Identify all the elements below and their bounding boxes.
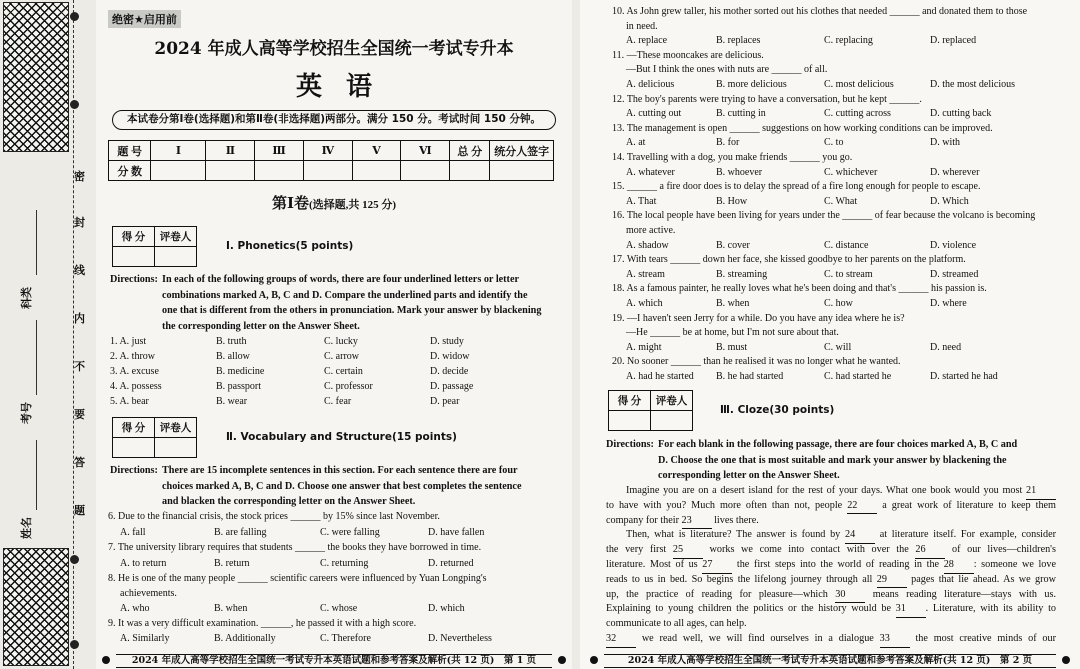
subject-title: 英语 [295, 72, 396, 102]
option[interactable]: A. cutting out [626, 108, 682, 120]
option[interactable]: D. replaced [930, 35, 977, 47]
option[interactable]: D. started he had [930, 371, 998, 382]
footer-ornament [590, 656, 598, 664]
option[interactable]: B. wear [216, 396, 248, 407]
field-line-name[interactable] [36, 440, 37, 510]
option[interactable]: B. cutting in [716, 108, 766, 120]
phonetics-question[interactable]: 4. A. possess [110, 381, 162, 392]
directions-line: There are 15 incomplete sentences in this section. For each sentence there are four [162, 465, 518, 476]
field-label-name: 姓名 [21, 517, 33, 539]
cloze-line: communicate to all ages, can help. [606, 618, 747, 630]
part-one-subtitle: (选择题,共 125 分) [308, 199, 397, 211]
score-table-header: Ⅲ [255, 141, 304, 161]
grader-score-label: 得 分 [609, 391, 651, 411]
option[interactable]: C. certain [324, 366, 363, 377]
directions-label: Directions: [110, 274, 158, 285]
directions-phonetics [162, 272, 562, 334]
option[interactable]: A. which [626, 298, 663, 309]
option[interactable]: B. return [214, 558, 250, 569]
directions-vocabulary [162, 463, 562, 510]
question-stem: 17. With tears ______ down her face, she kissed goodbye to her parents on the platform. [612, 254, 966, 266]
field-line-exam-number[interactable] [36, 320, 37, 395]
option[interactable]: D. wherever [930, 166, 980, 178]
cloze-blank[interactable]: 26 [915, 542, 945, 559]
option[interactable]: A. fall [120, 527, 146, 538]
question-8-continued: achievements. [120, 588, 177, 599]
grader-box [112, 417, 197, 458]
score-cell[interactable] [303, 161, 352, 181]
phonetics-question[interactable]: 3. A. excuse [110, 366, 159, 377]
option[interactable]: C. Therefore [320, 633, 371, 644]
seal-char: 密 [74, 171, 85, 183]
seal-char: 线 [74, 265, 85, 277]
directions-line: corresponding letter on the Answer Sheet. [658, 470, 840, 481]
option[interactable]: B. cover [716, 239, 750, 251]
question-continued: more active. [626, 225, 676, 236]
option[interactable]: C. will [824, 341, 852, 353]
directions-line: D. Choose the one that is most suitable and mark your answer by blackening the [658, 454, 1007, 466]
cloze-blank[interactable]: 24 [845, 527, 875, 544]
score-table-header: Ⅴ [352, 141, 401, 161]
option[interactable]: D. passage [430, 381, 474, 392]
binding-hole-dot [70, 640, 79, 649]
option[interactable]: A. replace [626, 35, 668, 47]
cloze-blank[interactable]: 28 [944, 557, 974, 574]
option[interactable]: D. with [930, 137, 960, 149]
option[interactable]: B. allow [216, 351, 250, 362]
score-table-header: Ⅱ [206, 141, 255, 161]
binding-hole-dot [70, 555, 79, 564]
score-cell[interactable] [490, 161, 554, 181]
seal-char: 答 [74, 457, 85, 469]
option[interactable]: A. at [626, 137, 646, 149]
score-cell[interactable] [151, 161, 206, 181]
score-cell[interactable] [401, 161, 450, 181]
grader-reviewer-cell[interactable] [651, 411, 693, 431]
option[interactable]: C. returning [320, 558, 369, 569]
option[interactable]: D. violence [930, 239, 977, 251]
binding-hole-dot [70, 100, 79, 109]
question-stem: 20. No sooner ______ than he realised it was no longer what he wanted. [612, 356, 901, 368]
cloze-line: Imagine you are on a desert island for the rest of your days. What one book would you most 21 [606, 483, 1056, 500]
exam-notice: 本试卷分第Ⅰ卷(选择题)和第Ⅱ卷(非选择题)两部分。满分 150 分。考试时间 150 分钟。 [112, 110, 556, 130]
cloze-blank[interactable]: 30 [835, 587, 865, 604]
part-one-label: 第Ⅰ卷 [271, 196, 309, 212]
seal-char: 不 [74, 361, 85, 373]
option[interactable]: A. had he started [626, 371, 694, 382]
question-stem: 14. Travelling with a dog, you make friends ______ you go. [612, 152, 853, 163]
option[interactable]: C. to [824, 137, 844, 149]
option[interactable]: B. whoever [716, 166, 763, 178]
directions-line: and blacken the corresponding letter on the Answer Sheet. [162, 496, 416, 507]
grader-score-label: 得 分 [113, 418, 155, 438]
option[interactable]: D. Which [930, 195, 969, 207]
grader-reviewer-cell[interactable] [155, 247, 197, 267]
question-stem: 19. —I haven't seen Jerry for a while. Do you have any idea where he is? [612, 312, 905, 324]
directions-label: Directions: [606, 439, 654, 450]
question-stem: 10. As John grew taller, his mother sorted out his clothes that needed ______ and donated them to those [612, 6, 1028, 17]
option[interactable]: A. shadow [626, 239, 669, 251]
option[interactable]: D. where [930, 298, 967, 309]
option[interactable]: C. to stream [824, 268, 873, 280]
option[interactable]: A. to return [120, 558, 167, 569]
option[interactable]: D. need [930, 341, 962, 353]
option[interactable]: D. which [428, 603, 465, 614]
grader-reviewer-cell[interactable] [155, 438, 197, 458]
seal-char: 内 [74, 313, 85, 325]
directions-line: For each blank in the following passage, there are four choices marked A, B, C and [658, 439, 1018, 450]
option[interactable]: C. What [824, 195, 858, 207]
seal-char: 题 [74, 505, 85, 517]
cloze-line: reads to us in bed. So begins the lifelong journey through all 29 pages that lie ahead. As we grow [606, 572, 1056, 589]
option[interactable]: D. widow [430, 351, 470, 362]
option[interactable]: A. delicious [626, 79, 675, 90]
footer-ornament [1062, 656, 1070, 664]
score-table-header: 统分人签字 [490, 141, 554, 161]
option[interactable]: B. medicine [216, 366, 265, 377]
cloze-line: Explaining to young children the politics or the history would be 31 . Literature, with its ability to [606, 601, 1056, 618]
score-cell[interactable] [255, 161, 304, 181]
option[interactable]: B. when [214, 603, 248, 614]
option[interactable]: B. truth [216, 336, 247, 347]
option[interactable]: C. replacing [824, 35, 873, 47]
cloze-line: the very first 25 works we come into contact with over the 26 of our lives—children's [606, 542, 1056, 559]
question-6: 6. Due to the financial crisis, the stock prices ______ by 15% since last November. [108, 511, 440, 522]
question-continued: —He ______ be at home, but I'm not sure about that. [626, 327, 839, 339]
score-table [108, 140, 554, 181]
exam-title: 2024 年成人高等学校招生全国统一考试专升本 [154, 39, 514, 59]
option[interactable]: C. lucky [324, 336, 358, 347]
option[interactable]: B. passport [216, 381, 261, 392]
cloze-blank[interactable]: 32 [606, 631, 636, 648]
cloze-blank[interactable]: 31 [896, 601, 926, 618]
option[interactable]: D. Nevertheless [428, 633, 492, 644]
question-stem: 16. The local people have been living for years under the ______ of fear because the volcano is becoming [612, 210, 1036, 222]
option[interactable]: C. were falling [320, 527, 380, 538]
seal-char: 要 [74, 409, 85, 421]
phonetics-question[interactable]: 5. A. bear [110, 396, 149, 407]
cloze-line: Then, what is literature? The answer is found by 24 at literature itself. For example, consider [606, 527, 1056, 544]
seal-char: 封 [74, 217, 85, 229]
score-table-row-label: 分 数 [109, 161, 151, 181]
page-footer-right: 2024 年成人高等学校招生全国统一考试专升本英语试题和参考答案及解析(共 12 页) 第 2 页 [604, 654, 1056, 668]
section-title-vocabulary: Ⅱ. Vocabulary and Structure(15 points) [226, 431, 457, 443]
option[interactable]: A. stream [626, 268, 665, 280]
option[interactable]: D. cutting back [930, 108, 992, 120]
cloze-blank[interactable]: 33 [880, 631, 910, 648]
page-footer-left: 2024 年成人高等学校招生全国统一考试专升本英语试题和参考答案及解析(共 12 页) 第 1 页 [116, 654, 552, 668]
binding-hole-dot [70, 12, 79, 21]
option[interactable]: C. how [824, 298, 853, 309]
option[interactable]: C. distance [824, 239, 869, 251]
option[interactable]: B. How [716, 195, 748, 207]
cloze-line: 32 we read well, we will find ourselves in a dialogue 33 the most creative minds of our [606, 631, 1056, 648]
field-label-exam-number: 考号 [21, 402, 33, 424]
grader-box [112, 226, 197, 267]
question-stem: 12. The boy's parents were trying to have a conversation, but he kept ______. [612, 93, 922, 105]
option[interactable]: C. cutting across [824, 108, 891, 120]
option[interactable]: B. must [716, 341, 748, 353]
directions-line: one that is different from the others in pronunciation. Mark your answer by blackening [162, 305, 542, 316]
hatch-pattern-bottom [3, 548, 69, 666]
score-cell[interactable] [206, 161, 255, 181]
option[interactable]: B. replaces [716, 35, 761, 47]
question-8: 8. He is one of the many people ______ scientific careers were influenced by Yuan Longping's [108, 573, 487, 584]
confidential-label: 绝密★启用前 [108, 10, 181, 28]
option[interactable]: A. whatever [626, 166, 675, 178]
cloze-blank[interactable]: 21 [1026, 483, 1056, 500]
option[interactable]: A. might [626, 341, 662, 353]
grader-score-label: 得 分 [113, 227, 155, 247]
directions-line: In each of the following groups of words, there are four underlined letters or letter [162, 274, 519, 285]
page-right [580, 0, 1080, 669]
directions-line: combinations marked A, B, C and D. Compare the underlined parts and identify the [162, 289, 528, 301]
option[interactable]: C. whichever [824, 166, 878, 178]
option[interactable]: A. who [120, 603, 150, 614]
cloze-line: to have with you? Much more often than not, people 22 a great work of literature to keep them [606, 498, 1056, 515]
grader-reviewer-label: 评卷人 [155, 418, 197, 438]
score-table-header: Ⅵ [401, 141, 450, 161]
footer-ornament [102, 656, 110, 664]
footer-ornament [558, 656, 566, 664]
question-stem: 15. ______ a fire door does is to delay the spread of a fire long enough for people to escape. [612, 181, 981, 193]
option[interactable]: B. for [716, 137, 740, 149]
question-continued: —But I think the ones with nuts are ______ of all. [626, 64, 828, 76]
option[interactable]: D. pear [430, 396, 460, 407]
option[interactable]: B. he had started [716, 371, 784, 382]
option[interactable]: B. streaming [716, 268, 768, 280]
option[interactable]: D. returned [428, 558, 474, 569]
option[interactable]: D. have fallen [428, 527, 485, 538]
grader-score-cell[interactable] [113, 247, 155, 267]
grader-reviewer-label: 评卷人 [155, 227, 197, 247]
section-title-cloze: Ⅲ. Cloze(30 points) [720, 404, 835, 416]
option[interactable]: A. That [626, 195, 657, 207]
option[interactable]: B. when [716, 298, 750, 309]
option[interactable]: C. most delicious [824, 79, 894, 90]
cloze-line: company for their 23 lives there. [606, 513, 1056, 530]
score-cell[interactable] [450, 161, 490, 181]
phonetics-question[interactable]: 1. A. just [110, 336, 147, 347]
binding-strip [0, 0, 100, 669]
question-stem: 18. As a famous painter, he really loves what he's been doing and that's ______ his passion is. [612, 283, 987, 295]
score-table-header: 题 号 [109, 141, 151, 161]
cloze-blank[interactable]: 29 [877, 572, 907, 589]
option[interactable]: C. had started he [824, 371, 892, 382]
cloze-line: up, the practice of reading for pleasure—which 30 means reading literature—stays with us. [606, 587, 1056, 604]
option[interactable]: D. the most delicious [930, 79, 1015, 90]
field-line-category[interactable] [36, 210, 37, 275]
cloze-blank[interactable]: 22 [847, 498, 877, 515]
directions-label: Directions: [110, 465, 158, 476]
option[interactable]: D. streamed [930, 268, 979, 280]
score-table-header: Ⅳ [303, 141, 352, 161]
option[interactable]: C. whose [320, 603, 358, 614]
phonetics-question[interactable]: 2. A. throw [110, 351, 155, 362]
score-table-header: 总 分 [450, 141, 490, 161]
question-stem: 13. The management is open ______ suggestions on how working conditions can be improved. [612, 122, 993, 134]
part-one-title [96, 192, 572, 213]
option[interactable]: C. professor [324, 381, 373, 392]
score-cell[interactable] [352, 161, 401, 181]
option[interactable]: D. decide [430, 366, 469, 377]
cloze-line: literature. Most of us 27 the first steps into the world of reading in the 28 : someone we love [606, 557, 1056, 574]
grader-reviewer-label: 评卷人 [651, 391, 693, 411]
directions-cloze [658, 437, 1058, 484]
section-title-phonetics: Ⅰ. Phonetics(5 points) [226, 240, 354, 252]
option[interactable]: C. arrow [324, 351, 359, 362]
option[interactable]: B. more delicious [716, 79, 787, 90]
cloze-blank[interactable]: 23 [682, 513, 712, 530]
grader-score-cell[interactable] [113, 438, 155, 458]
cloze-blank[interactable]: 27 [702, 557, 732, 574]
hatch-pattern-top [3, 2, 69, 152]
cloze-blank[interactable]: 25 [673, 542, 703, 559]
option[interactable]: C. fear [324, 396, 352, 407]
question-7: 7. The university library requires that students ______ the books they have borrowed in time. [108, 542, 482, 553]
grader-box [608, 390, 693, 431]
option[interactable]: A. Similarly [120, 633, 170, 644]
option[interactable]: B. are falling [214, 527, 267, 538]
score-table-header: Ⅰ [151, 141, 206, 161]
question-continued: in need. [626, 20, 658, 32]
option[interactable]: D. study [430, 336, 464, 347]
directions-line: choices marked A, B, C and D. Choose one answer that best completes the sentence [162, 480, 522, 492]
option[interactable]: B. Additionally [214, 633, 276, 644]
question-stem: 11. —These mooncakes are delicious. [612, 49, 764, 61]
question-9: 9. It was a very difficult examination. ______, he passed it with a high score. [108, 618, 417, 629]
page-left [96, 0, 572, 669]
field-label-category: 科类 [21, 287, 33, 309]
grader-score-cell[interactable] [609, 411, 651, 431]
directions-line: the corresponding letter on the Answer Sheet. [162, 320, 360, 332]
